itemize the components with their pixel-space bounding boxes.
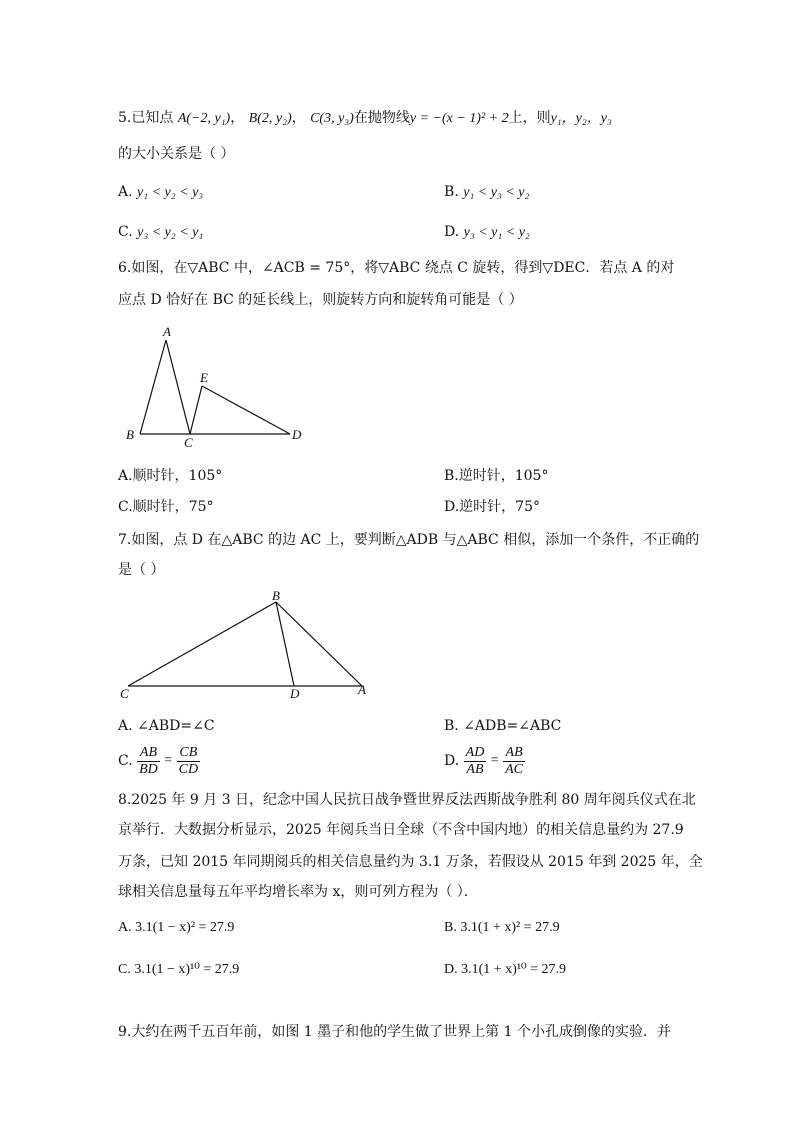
q7-segment-bd	[276, 602, 294, 686]
q6-label-b: B	[126, 427, 134, 442]
q6-stem-line-1: 6.如图，在▽ABC 中，∠ACB = 75°，将▽ABC 绕点 C 旋转，得到▽DEC．若点 A 的对	[118, 260, 675, 276]
q7-option-c[interactable]: C. $\frac{AB}{BD}$ = $\frac{CB}{CD}$	[118, 744, 199, 777]
q5-parabola: y = −(x − 1)² + 2	[409, 111, 509, 126]
q5-option-b[interactable]: B. y₁ < y₃ < y₂	[444, 184, 530, 200]
q7-option-b[interactable]: B. ∠ADB=∠ABC	[444, 718, 562, 734]
q5-option-a[interactable]: A. y₁ < y₂ < y₃	[118, 184, 204, 200]
q6-label-e: E	[200, 370, 208, 385]
q5-option-d[interactable]: D. y₃ < y₁ < y₂	[444, 224, 530, 240]
q7-segment-cb	[128, 602, 276, 686]
q6-stem-line-2: 应点 D 恰好在 BC 的延长线上，则旋转方向和旋转角可能是（ ）	[118, 292, 523, 308]
q7-stem-line-2: 是（ ）	[118, 562, 165, 578]
q6-rotation-figure	[118, 320, 318, 450]
q6-label-d: D	[292, 427, 302, 442]
q6-segment-ac	[166, 340, 190, 434]
q8-stem-line-4: 球相关信息量每五年平均增长率为 x，则可列方程为（ ）．	[118, 884, 478, 900]
q7-option-d-fraction-1: $\frac{AD}{AB}$	[465, 744, 485, 777]
q5-stem-line-1: 5.已知点 A(−2, y₁)， B(2, y₂)， C(3, y₃)在抛物线y = −(x − 1)² + 2上，则y₁，y₂，y₃	[118, 110, 612, 126]
q5-point-c: C(3, y₃)	[310, 111, 354, 126]
q7-option-d[interactable]: D. $\frac{AD}{AB}$ = $\frac{AB}{AC}$	[444, 744, 524, 777]
q7-triangle-figure	[118, 588, 378, 704]
q6-label-c: C	[184, 435, 193, 450]
q7-option-d-fraction-2: $\frac{AB}{AC}$	[505, 744, 524, 777]
q8-stem-line-1: 8.2025 年 9 月 3 日，纪念中国人民抗日战争暨世界反法西斯战争胜利 80 周年阅兵仪式在北	[118, 792, 696, 808]
q8-stem-line-2: 京举行．大数据分析显示，2025 年阅兵当日全球（不含中国内地）的相关信息量约为 27.9	[118, 822, 684, 838]
q7-label-c: C	[120, 686, 129, 701]
q5-point-b: B(2, y₂)	[248, 111, 292, 126]
q5-option-c[interactable]: C. y₃ < y₂ < y₁	[118, 224, 204, 240]
q8-stem-line-3: 万条，已知 2015 年同期阅兵的相关信息量约为 3.1 万条，若假设从 2015 年到 2025 年，全	[118, 854, 703, 870]
q7-option-c-fraction-1: $\frac{AB}{BD}$	[139, 744, 158, 777]
q6-segment-ba	[140, 340, 166, 434]
q6-option-c[interactable]: C.顺时针，75°	[118, 499, 214, 515]
q5-vars: y₁，y₂，y₃	[550, 111, 612, 126]
q7-segment-ba	[276, 602, 362, 686]
q5-point-a: A(−2, y₁)	[177, 111, 231, 126]
q6-option-b[interactable]: B.逆时针，105°	[444, 468, 549, 484]
q7-option-a[interactable]: A. ∠ABD=∠C	[118, 718, 215, 734]
q9-stem-line-1: 9.大约在两千五百年前，如图 1 墨子和他的学生做了世界上第 1 个小孔成倒像的实验．并	[118, 1024, 671, 1040]
q6-option-d[interactable]: D.逆时针，75°	[444, 499, 540, 515]
q7-stem-line-1: 7.如图，点 D 在△ABC 的边 AC 上，要判断△ADB 与△ABC 相似，添加一个条件，不正确的	[118, 532, 700, 548]
q8-option-b[interactable]: B. 3.1(1 + x)² = 27.9	[444, 920, 560, 935]
q7-label-d: D	[290, 686, 300, 701]
q7-label-a: A	[358, 682, 366, 697]
q8-option-d[interactable]: D. 3.1(1 + x)¹⁰ = 27.9	[444, 962, 567, 977]
q7-label-b: B	[272, 588, 280, 603]
q6-option-a[interactable]: A.顺时针，105°	[118, 468, 223, 484]
q5-stem-line-2: 的大小关系是（ ）	[118, 146, 235, 162]
q7-option-c-fraction-2: $\frac{CB}{CD}$	[178, 744, 199, 777]
q6-label-a: A	[163, 324, 171, 339]
q8-option-c[interactable]: C. 3.1(1 − x)¹⁰ = 27.9	[118, 962, 240, 977]
q6-segment-ce	[190, 386, 202, 434]
q8-option-a[interactable]: A. 3.1(1 − x)² = 27.9	[118, 920, 235, 935]
q6-segment-ed	[202, 386, 290, 434]
